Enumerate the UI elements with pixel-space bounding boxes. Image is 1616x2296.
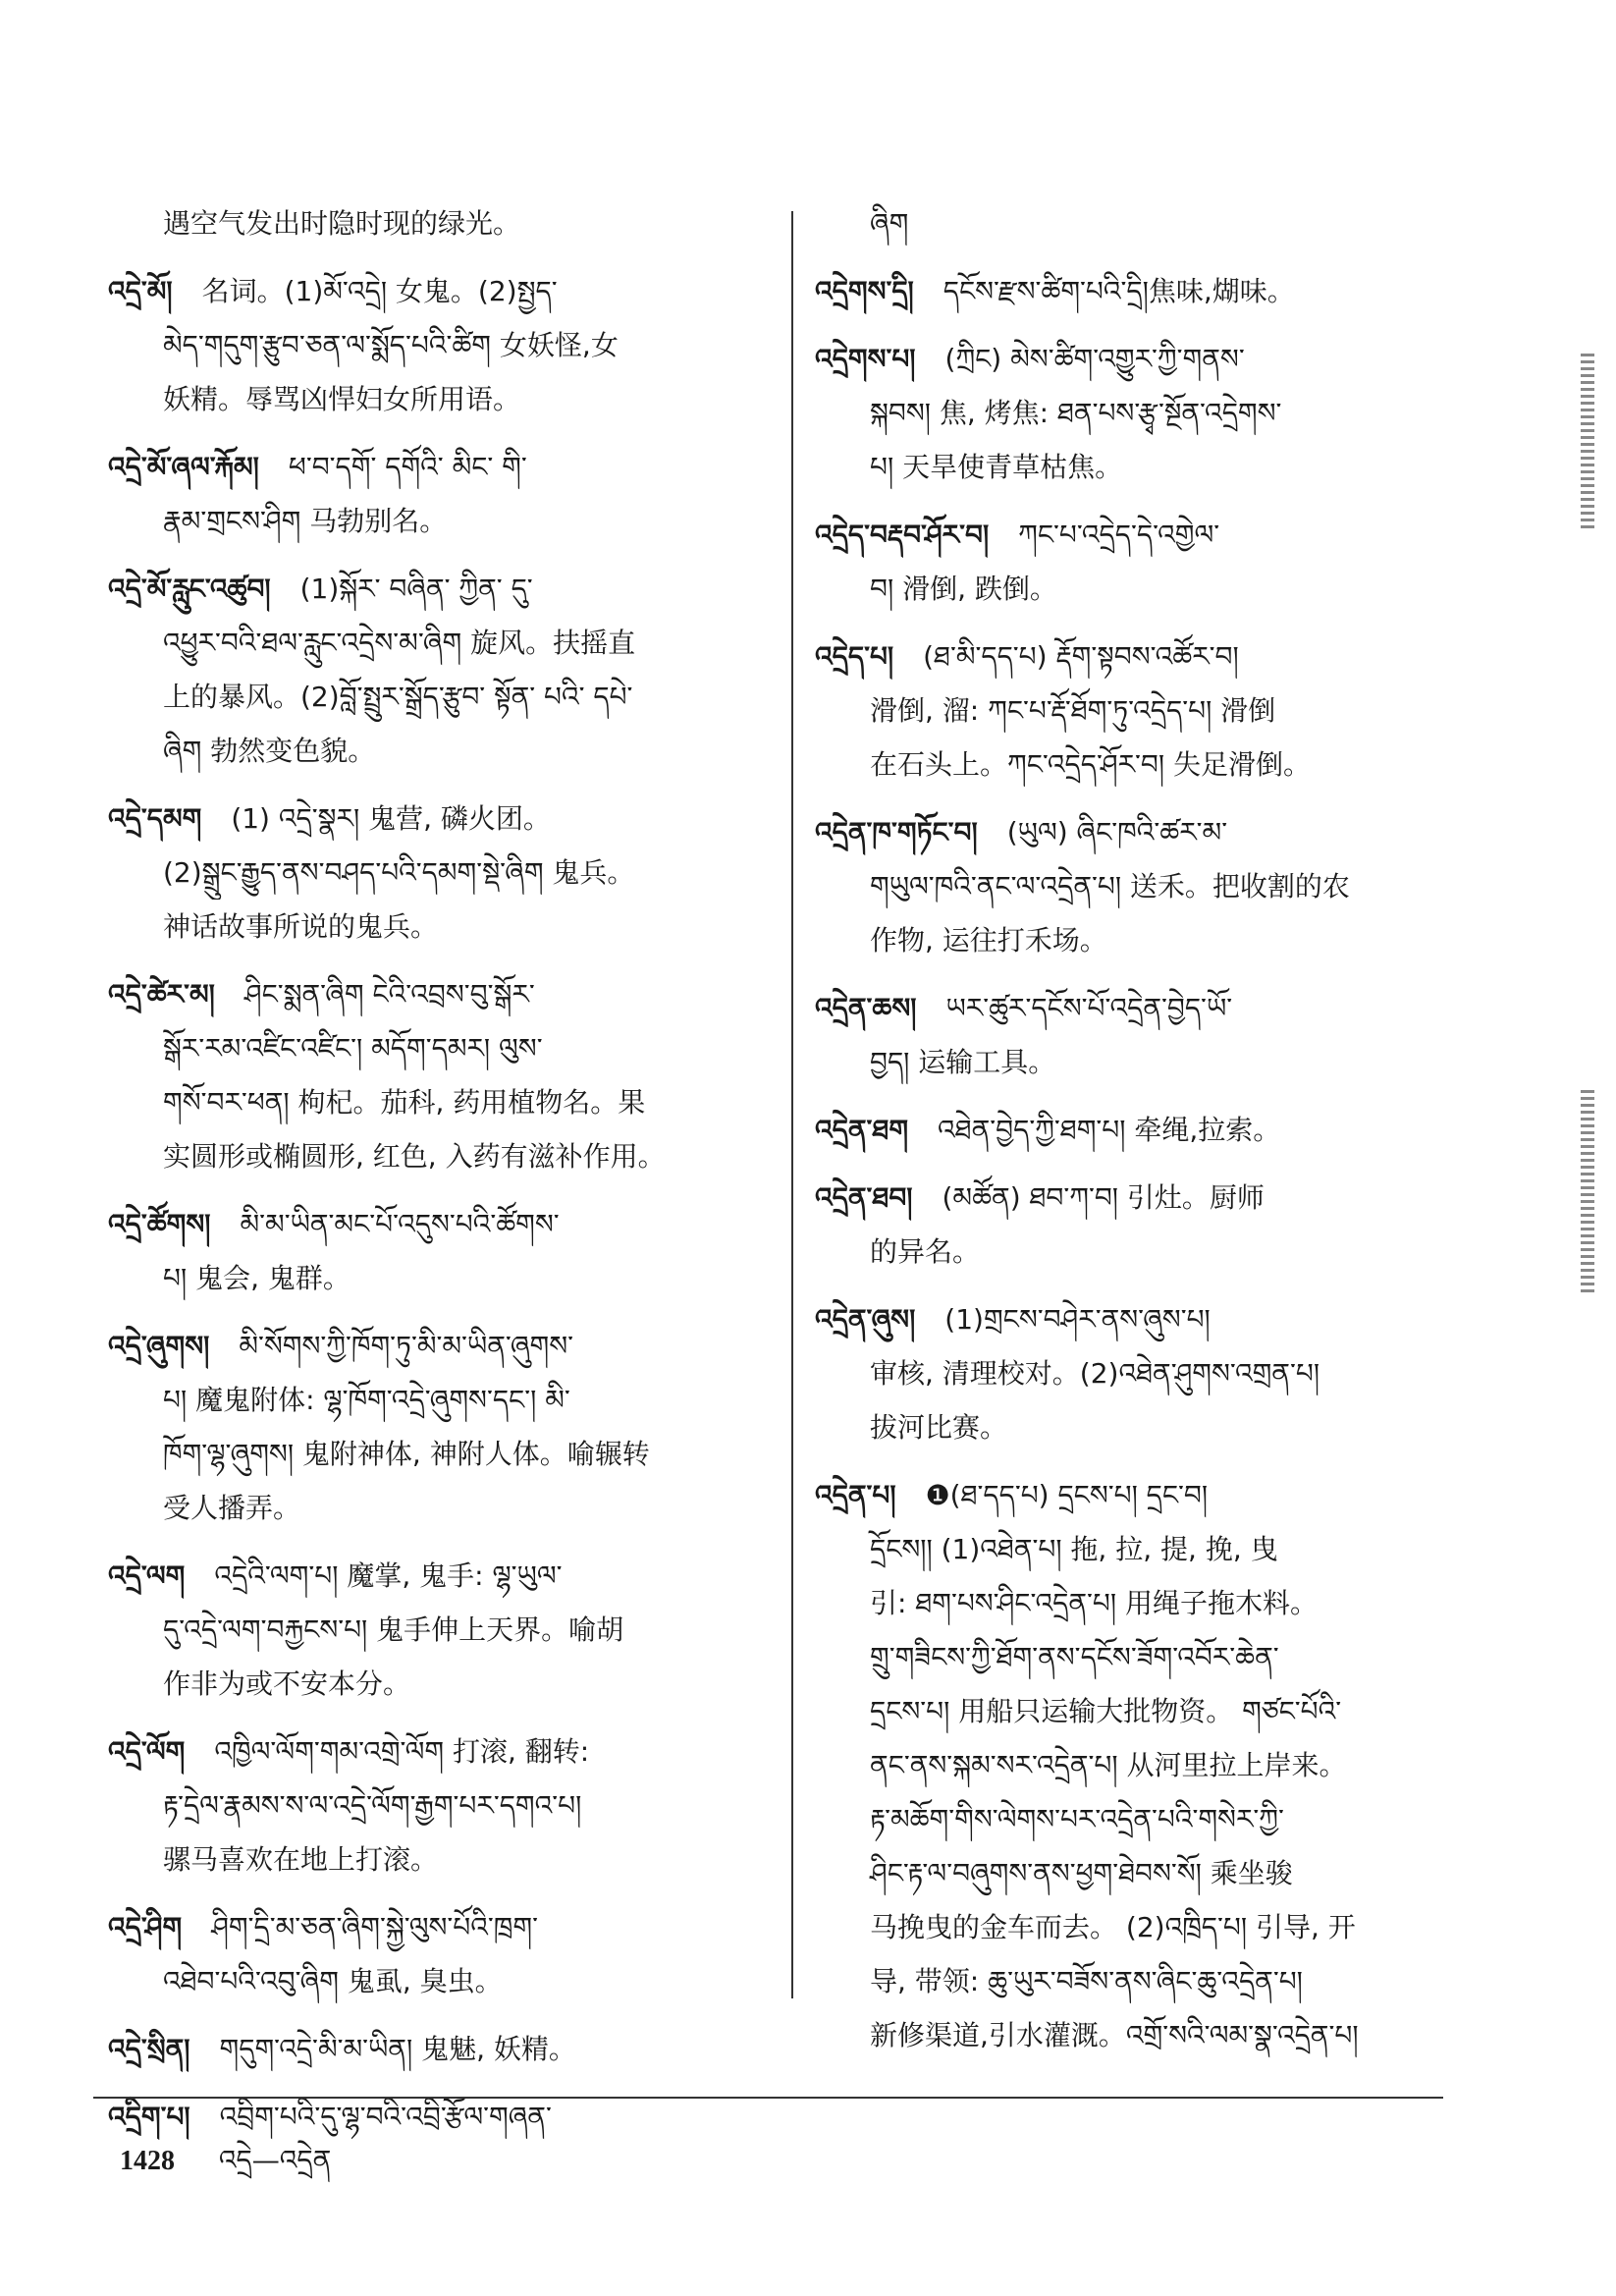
entry-line [815,981,1463,1035]
entry-line [108,494,766,548]
entry-line [815,1035,1463,1089]
definition-text: 审核, 清理校对。(2)འཐེན་ཤུགས་འགྲན་པ། [870,1357,1320,1390]
dictionary-entry [108,264,766,426]
dictionary-entry [815,1103,1463,1157]
definition-text: ❶(ཐ་དད་པ) དྲངས་པ། དྲང་བ། [925,1479,1209,1511]
definition-text: (1) འདྲེ་སྣར། 鬼营, 磷火团。 [231,802,551,835]
dictionary-entry [815,805,1463,967]
headword: འདྲིག་པ། [108,2101,190,2133]
entry-line [108,1549,766,1603]
entry-line [108,1954,766,2008]
entry-line [815,1522,1463,1576]
definition-text: མི་མ་ཡིན་མང་པོ་འདུས་པའི་ཚོགས་ [240,1208,560,1240]
definition-text: ཡར་ཚུར་དངོས་པོ་འདྲེན་བྱེད་ཡོ་ [945,992,1233,1024]
dictionary-entry [815,196,1463,250]
entry-line [108,196,766,250]
entry-line [815,562,1463,616]
entry-line [108,1197,766,1251]
entry-line [108,1724,766,1778]
entry-line [108,900,766,954]
headword: འདྲེ་ཞུགས། [108,1330,210,1362]
dictionary-entry [108,1549,766,1711]
definition-text: (ཡུལ) ཞིང་ཁའི་ཚར་མ་ [1006,816,1228,848]
definition-text: 滑倒, 溜: ཀང་པ་རྡོ་ཐོག་ཏུ་འདྲེད་པ། 滑倒 [870,694,1276,727]
definition-text: རྣམ་གྲངས་ཤིག 马勃别名。 [163,505,448,537]
entry-line [815,1954,1463,2008]
scan-edge-mark [1581,354,1594,530]
entry-line [108,372,766,426]
footer-rule [93,2097,1443,2099]
definition-text: མེད་གདུག་རྩུབ་ཅན་ལ་སྨོད་པའི་ཚིག 女妖怪,女 [163,329,619,361]
entry-line [815,859,1463,913]
entry-line [815,386,1463,440]
definition-text: 上的暴风。(2)བློ་སྤྲུར་སྒྲོད་རྩུབ་ སྟོན་ པའི་ དཔེ་ [163,681,633,713]
headword: འདྲེགས་པ། [815,343,916,375]
definition-text: འཁྱིལ་ལོག་གམ་འགྲེ་ལོག 打滚, 翻转: [214,1735,590,1768]
headword: འདྲེ་མོ་ཞལ་རྐོམ། [108,451,259,483]
scan-edge-mark [1581,1090,1594,1296]
headword: འདྲེ་ལོག [108,1735,186,1768]
headword: འདྲེ་སྲིན། [108,2033,190,2065]
definition-text: འདྲེའི་ལག་པ། 魔掌, 鬼手: ལྷ་ཡུལ་ [214,1559,563,1592]
entry-line [108,1021,766,1075]
entry-line [108,1075,766,1129]
entry-line [108,724,766,778]
dictionary-entry [108,1197,766,1305]
entry-line [108,1778,766,1832]
headword: འདྲེན་ཁ་གཏོང་བ། [815,816,978,848]
page-footer [120,2129,331,2207]
definition-text: ཀང་པ་འདྲེད་དེ་འགྱེལ་ [1018,519,1220,551]
definition-text: ཁོག་ལྷ་ཞུགས། 鬼附神体, 神附人体。喻辗转 [163,1438,650,1470]
headword: འདྲེ་ཚེར་མ། [108,978,215,1011]
definition-text: པ། 天旱使青草枯焦。 [870,451,1123,483]
definition-text: 作非为或不安本分。 [163,1667,411,1700]
definition-text: དྲོངས།། (1)འཐེན་པ། 拖, 拉, 提, 挽, 曳 [870,1533,1278,1565]
definition-text: 名词。(1)མོ་འདྲེ། 女鬼。(2)སྤྱད་ [201,275,558,307]
entry-line [108,1373,766,1427]
definition-text: གྲུ་གཟིངས་ཀྱི་ཐོག་ནས་དངོས་ཟོག་འབོར་ཆེན་ [870,1641,1279,1673]
dictionary-entry [815,1171,1463,1279]
entry-line [815,196,1463,250]
entry-line [815,805,1463,859]
definition-text: ཞིག [870,207,909,240]
headword: འདྲེན་ཆས། [815,992,917,1024]
dictionary-entry [815,264,1463,318]
definition-text: གསོ་བར་ཕན། 枸杞。茄科, 药用植物名。果 [163,1086,646,1119]
headword: འདྲེན་ཐབ། [815,1181,913,1214]
entry-line [815,913,1463,967]
entry-line [815,683,1463,738]
page-number: 1428 [120,2146,175,2176]
definition-text: ཤིང་རྟ་ལ་བཞུགས་ནས་ཕྱག་ཐེབས་སོ། 乘坐骏 [870,1857,1293,1889]
definition-text: 妖精。辱骂凶悍妇女所用语。 [163,383,521,415]
entry-line [108,792,766,846]
dictionary-entry [108,2022,766,2076]
dictionary-entry [108,967,766,1183]
entry-line [815,1900,1463,1954]
headword: འདྲེ་དམག [108,802,202,835]
entry-line [108,1832,766,1886]
entry-line [815,1468,1463,1522]
definition-text: 在石头上。ཀང་འདྲེད་ཤོར་བ། 失足滑倒。 [870,748,1311,781]
entry-line [108,670,766,724]
definition-text: ཞིག 勃然变色貌。 [163,735,376,767]
definition-text: (ཀྲིང) མེས་ཚིག་འགྱུར་ཀྱི་གནས་ [944,343,1245,375]
definition-text: (1)སྐོར་ བཞིན་ ཀྱིན་ དུ་ [299,573,533,605]
dictionary-entry [815,332,1463,494]
dictionary-entry [108,1319,766,1535]
headword: འདྲེ་ཚོགས། [108,1208,211,1240]
definition-text: 导, 带领: ཆུ་ཡུར་བཟོས་ནས་ཞིང་ཆུ་འདྲེན་པ། [870,1965,1303,1997]
right-column [815,196,1463,2076]
entry-line [108,562,766,616]
definition-text: བྱད། 运输工具。 [870,1046,1056,1078]
definition-text: སྐབས། 焦, 烤焦: ཐན་པས་རྩྭ་སྔོན་འདྲེགས་ [870,397,1282,429]
entry-line [815,1346,1463,1400]
entry-line [108,1427,766,1481]
entry-line [108,1481,766,1535]
entry-line [815,1292,1463,1346]
entry-line [815,2008,1463,2062]
definition-text: བ། 滑倒, 跌倒。 [870,573,1057,605]
entry-line [815,1846,1463,1900]
entry-line [108,846,766,900]
dictionary-entry [108,562,766,778]
entry-line [108,616,766,670]
definition-text: དྲངས་པ། 用船只运输大批物资。 གཙང་པོའི་ [870,1695,1342,1727]
definition-text: (2)སྒྲུང་རྒྱུད་ནས་བཤད་པའི་དམག་སྡེ་ཞིག 鬼兵。 [163,856,635,889]
entry-line [108,2022,766,2076]
dictionary-entry [108,1900,766,2008]
definition-text: 遇空气发出时隐时现的绿光。 [163,207,521,240]
definition-text: འཐེན་བྱེད་ཀྱི་ཐག་པ། 牵绳,拉索。 [938,1114,1281,1146]
dictionary-entry [108,440,766,548]
headword: འདྲེན་ཐག [815,1114,909,1146]
definition-text: དུ་འདྲེ་ལག་བརྐྱངས་པ། 鬼手伸上天界。喻胡 [163,1613,624,1646]
entry-line [815,440,1463,494]
definition-text: པ། 鬼会, 鬼群。 [163,1262,350,1294]
definition-text: འཕྱུར་བའི་ཐལ་རླུང་འདྲེས་མ་ཞིག 旋风。扶摇直 [163,627,636,659]
definition-text: (མཚོན) ཐབ་ཀ་བ། 引灶。厨师 [942,1181,1265,1214]
entry-line [108,264,766,318]
dictionary-entry [108,196,766,250]
definition-text: རྟ་མཆོག་གིས་ལེགས་པར་འདྲེན་པའི་གསེར་ཀྱི་ [870,1803,1284,1835]
headword: འདྲེགས་དྲི། [815,275,914,307]
dictionary-entry [815,1468,1463,2062]
definition-text: 马挽曳的金车而去。 (2)འཁྲིད་པ། 引导, 开 [870,1911,1356,1943]
entry-line [815,1171,1463,1225]
entry-line [108,1129,766,1183]
definition-text: 实圆形或椭圆形, 红色, 入药有滋补作用。 [163,1140,666,1173]
definition-text: ནང་ནས་སྐམ་སར་འདྲེན་པ། 从河里拉上岸来。 [870,1749,1347,1781]
entry-line [815,738,1463,792]
dictionary-entry [815,508,1463,616]
dictionary-entry [815,981,1463,1089]
headword: འདྲེ་མོ། [108,275,173,307]
definition-text: ཕ་བ་དགོ་ དགོའི་ མིང་ གི་ [288,451,527,483]
headword: འདྲེན་ཞུས། [815,1303,916,1336]
entry-line [815,1630,1463,1684]
definition-text: རྟ་དྲེལ་རྣམས་ས་ལ་འདྲེ་ལོག་རྒྱག་པར་དགའ་པ། [163,1789,582,1822]
entry-line [815,264,1463,318]
headword: འདྲེ་ལག [108,1559,186,1592]
definition-text: 新修渠道,引水灌溉。འགྲོ་སའི་ལམ་སྣ་འདྲེན་པ། [870,2019,1359,2051]
entry-line [815,508,1463,562]
headword: འདྲེ་ཤིག [108,1911,183,1943]
definition-text: དངོས་རྫས་ཚིག་པའི་དྲི།焦味,煳味。 [943,275,1295,307]
definition-text: སྒོར་རམ་འཛིང་འཛིང་། མདོག་དམར། ལུས་ [163,1032,543,1065]
definition-text: གཡུལ་ཁའི་ནང་ལ་འདྲེན་པ། 送禾。把收割的农 [870,870,1350,902]
entry-line [815,1103,1463,1157]
headword: འདྲེན་པ། [815,1479,896,1511]
dictionary-entry [108,792,766,954]
definition-text: (ཐ་མི་དད་པ) རྡོག་སྟབས་འཚོར་བ། [923,640,1239,673]
left-column [108,196,766,2158]
headword: འདྲེད་བརྡབ་ཤོར་བ། [815,519,990,551]
entry-line [815,1792,1463,1846]
dictionary-entry [815,629,1463,792]
entry-line [108,440,766,494]
headword: འདྲེད་པ། [815,640,894,673]
definition-text: གདུག་འདྲེ་མི་མ་ཡིན། 鬼魅, 妖精。 [219,2033,576,2065]
entry-line [815,1225,1463,1279]
entry-line [108,1251,766,1305]
definition-text: 作物, 运往打禾场。 [870,924,1107,957]
entry-line [108,318,766,372]
entry-line [108,1603,766,1657]
dictionary-entry [815,1292,1463,1454]
dictionary-entry [108,1724,766,1886]
definition-text: 拔河比赛。 [870,1411,1008,1444]
entry-line [815,1576,1463,1630]
definition-text: ཤིང་སྨན་ཞིག ངེའི་འབྲས་བུ་སྒོར་ [243,978,535,1011]
definition-text: ཤིག་དྲི་མ་ཅན་ཞིག་སྐྱེ་ལུས་པོའི་ཁྲག་ [211,1911,538,1943]
definition-text: འབྲིག་པའི་དུ་ལྷ་བའི་འབྲི་རྩོལ་གཞན་ [219,2101,552,2133]
entry-line [108,1319,766,1373]
entry-line [108,967,766,1021]
definition-text: 神话故事所说的鬼兵。 [163,910,439,943]
entry-line [815,1400,1463,1454]
definition-text: (1)གྲངས་བཤེར་ནས་ཞུས་པ། [944,1303,1211,1336]
entry-line [815,1738,1463,1792]
definition-text: 骡马喜欢在地上打滚。 [163,1843,439,1876]
entry-line [815,629,1463,683]
definition-text: འཐེབ་པའི་འབུ་ཞིག 鬼虱, 臭虫。 [163,1965,503,1997]
column-divider [791,211,793,1998]
definition-text: 的异名。 [870,1235,981,1268]
definition-text: མི་སོགས་ཀྱི་ཁོག་ཏུ་མི་མ་ཡིན་ཞུགས་ [239,1330,574,1362]
entry-line [815,332,1463,386]
definition-text: པ། 魔鬼附体: ལྷ་ཁོག་འདྲེ་ཞུགས་དང་། མི་ [163,1384,570,1416]
entry-line [108,1657,766,1711]
entry-line [815,1684,1463,1738]
entry-line [108,1900,766,1954]
definition-text: 受人播弄。 [163,1492,301,1524]
definition-text: 引: ཐག་པས་ཤིང་འདྲེན་པ། 用绳子拖木料。 [870,1587,1318,1619]
headword: འདྲེ་མོ་རླུང་འཚུབ། [108,573,271,605]
headword-range: འདྲེ—འདྲེན [218,2144,332,2176]
